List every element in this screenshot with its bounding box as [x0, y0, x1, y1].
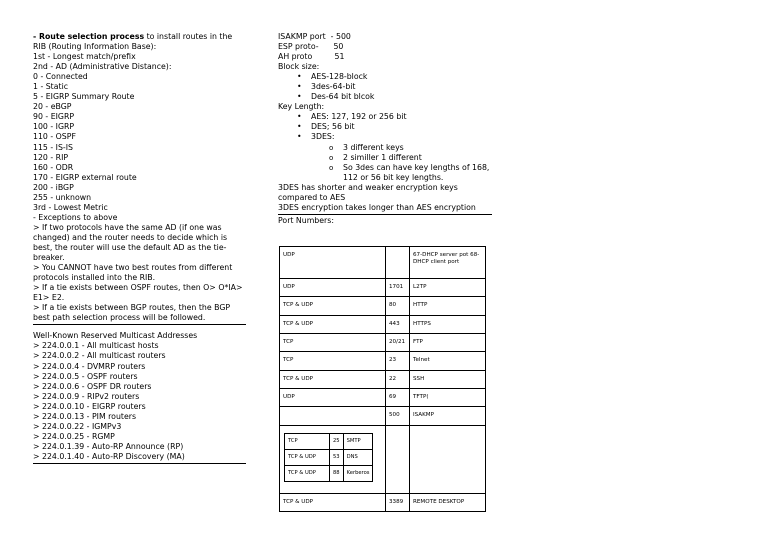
service-cell: REMOTE DESKTOP — [410, 493, 486, 511]
route-line: 2nd - AD (Administrative Distance): — [33, 62, 172, 72]
route-line: - Exceptions to above — [33, 212, 118, 222]
exception-item: > If a tie exists between OSPF routes, then O> O*IA> E1> E2. — [33, 283, 243, 303]
route-line: 5 - EIGRP Summary Route — [33, 92, 135, 102]
service-cell: HTTPS — [410, 315, 486, 333]
service-cell: ISAKMP — [410, 407, 486, 425]
multicast-item: > 224.0.0.10 - EIGRP routers — [33, 401, 146, 411]
service-cell — [410, 425, 486, 493]
route-line: 0 - Connected — [33, 72, 88, 82]
route-line: 200 - iBGP — [33, 182, 74, 192]
table-row — [280, 425, 486, 493]
multicast-title: Well-Known Reserved Multicast Addresses — [33, 331, 198, 341]
protocol-cell — [280, 407, 386, 425]
port-cell: 500 — [386, 407, 410, 425]
block-size-item: • 3des-64-bit — [278, 82, 492, 92]
route-line: 20 - eBGP — [33, 102, 72, 112]
multicast-item: > 224.0.0.9 - RIPv2 routers — [33, 391, 140, 401]
port-cell: 22 — [386, 370, 410, 388]
port-cell: 25 — [330, 433, 344, 449]
table-row — [280, 493, 486, 511]
port-numbers-label: Port Numbers: — [278, 215, 334, 225]
table-row — [280, 407, 486, 425]
route-line: 100 - IGRP — [33, 122, 75, 132]
route-line: 120 - RIP — [33, 152, 69, 162]
block-size-item: • AES-128-block — [278, 72, 492, 82]
block-size-item: • Des-64 bit blcok — [278, 92, 492, 102]
nested-row — [285, 449, 373, 465]
service-cell: HTTP — [410, 297, 486, 315]
3des-encryption-note: 3DES encryption takes longer than AES encryption — [278, 203, 492, 215]
route-selection-subtitle: to install routes in the RIB (Routing Information Base): — [33, 32, 233, 52]
key-length-item: • DES; 56 bit — [278, 122, 492, 132]
service-cell: SSH — [410, 370, 486, 388]
multicast-item: > 224.0.0.6 - OSPF DR routers — [33, 381, 152, 391]
table-row — [280, 279, 486, 297]
nested-row — [285, 465, 373, 481]
route-selection-list — [33, 52, 246, 223]
3des-sub-item: o So 3des can have key lengths of 168, 112 or 56 bit key lengths. — [278, 163, 492, 183]
multicast-item: > 224.0.1.39 - Auto-RP Announce (RP) — [33, 441, 184, 451]
protocol-cell: TCP & UDP — [285, 449, 330, 465]
port-cell — [386, 247, 410, 279]
multicast-item: > 224.0.0.22 - IGMPv3 — [33, 421, 122, 431]
protocol-cell: UDP — [280, 247, 386, 279]
protocol-cell: UDP — [280, 279, 386, 297]
port-numbers-table — [279, 246, 486, 512]
multicast-item: > 224.0.0.5 - OSPF routers — [33, 371, 138, 381]
route-line: 90 - EIGRP — [33, 112, 75, 122]
route-line: 1 - Static — [33, 82, 69, 92]
table-row — [280, 333, 486, 351]
route-line: 110 - OSPF — [33, 132, 76, 142]
nested-row — [285, 433, 373, 449]
table-row — [280, 297, 486, 315]
route-line: 170 - EIGRP external route — [33, 172, 137, 182]
port-cell — [386, 425, 410, 493]
service-cell: DNS — [343, 449, 373, 465]
route-line: 115 - IS-IS — [33, 142, 73, 152]
multicast-item: > 224.0.0.1 - All multicast hosts — [33, 341, 159, 351]
port-cell: 20/21 — [386, 333, 410, 351]
table-row — [280, 247, 486, 279]
exception-item: > If two protocols have the same AD (if one was changed) and the router needs to decide which is best, the router will use the default AD as the tie-breaker. — [33, 222, 228, 263]
route-selection-heading — [33, 32, 246, 52]
route-line: 160 - ODR — [33, 162, 74, 172]
left-column — [33, 32, 246, 470]
right-column — [278, 32, 492, 226]
multicast-section — [33, 331, 246, 464]
exception-item: > If a tie exists between BGP routes, then the BGP best path selection process will be followed. — [33, 303, 231, 323]
exception-item: > You CANNOT have two best routes from different protocols installed into the RIB. — [33, 263, 233, 283]
port-cell: 80 — [386, 297, 410, 315]
table-row — [280, 370, 486, 388]
multicast-item: > 224.0.0.4 - DVMRP routers — [33, 361, 146, 371]
route-line: 255 - unknown — [33, 192, 92, 202]
protocol-cell: TCP — [285, 433, 330, 449]
nested-port-table — [284, 433, 373, 482]
multicast-item: > 224.0.0.25 - RGMP — [33, 431, 115, 441]
service-cell: 67-DHCP server pot 68-DHCP client port — [410, 247, 486, 279]
route-line: 3rd - Lowest Metric — [33, 202, 108, 212]
port-cell: 3389 — [386, 493, 410, 511]
multicast-item: > 224.0.1.40 - Auto-RP Discovery (MA) — [33, 451, 185, 461]
protocol-cell: TCP & UDP — [280, 493, 386, 511]
protocol-cell: UDP — [280, 388, 386, 406]
protocol-cell: TCP & UDP — [285, 465, 330, 481]
service-cell: L2TP — [410, 279, 486, 297]
key-length-item: • 3DES: — [278, 132, 492, 142]
table-row — [280, 352, 486, 370]
esp-proto-line: ESP proto- 50 — [278, 42, 344, 52]
block-size-label: Block size: — [278, 62, 320, 72]
port-cell: 1701 — [386, 279, 410, 297]
service-cell: SMTP — [343, 433, 373, 449]
port-cell: 23 — [386, 352, 410, 370]
key-length-label: Key Length: — [278, 102, 325, 112]
port-cell: 69 — [386, 388, 410, 406]
protocol-cell: TCP & UDP — [280, 297, 386, 315]
route-line: 1st - Longest match/prefix — [33, 52, 136, 62]
service-cell: Kerberos — [343, 465, 373, 481]
nested-table-cell — [280, 425, 386, 493]
port-cell: 88 — [330, 465, 344, 481]
table-row — [280, 315, 486, 333]
route-selection-title: - Route selection process — [33, 32, 145, 41]
exceptions-list — [33, 223, 246, 325]
service-cell: Telnet — [410, 352, 486, 370]
multicast-item: > 224.0.0.2 - All multicast routers — [33, 351, 166, 361]
3des-summary: 3DES has shorter and weaker encryption keys compared to AES — [278, 182, 458, 202]
protocol-cell: TCP — [280, 333, 386, 351]
isakmp-port-line: ISAKMP port - 500 — [278, 32, 351, 41]
table-row — [280, 388, 486, 406]
service-cell: TFTP( — [410, 388, 486, 406]
key-length-item: • AES: 127, 192 or 256 bit — [278, 112, 492, 122]
3des-sub-item: o 2 similler 1 different — [278, 153, 492, 163]
protocol-cell: TCP & UDP — [280, 315, 386, 333]
protocol-cell: TCP & UDP — [280, 370, 386, 388]
3des-sub-item: o 3 different keys — [278, 143, 492, 153]
ah-proto-line: AH proto 51 — [278, 52, 345, 62]
port-cell: 443 — [386, 315, 410, 333]
port-cell: 53 — [330, 449, 344, 465]
protocol-cell: TCP — [280, 352, 386, 370]
multicast-item: > 224.0.0.13 - PIM routers — [33, 411, 137, 421]
service-cell: FTP — [410, 333, 486, 351]
